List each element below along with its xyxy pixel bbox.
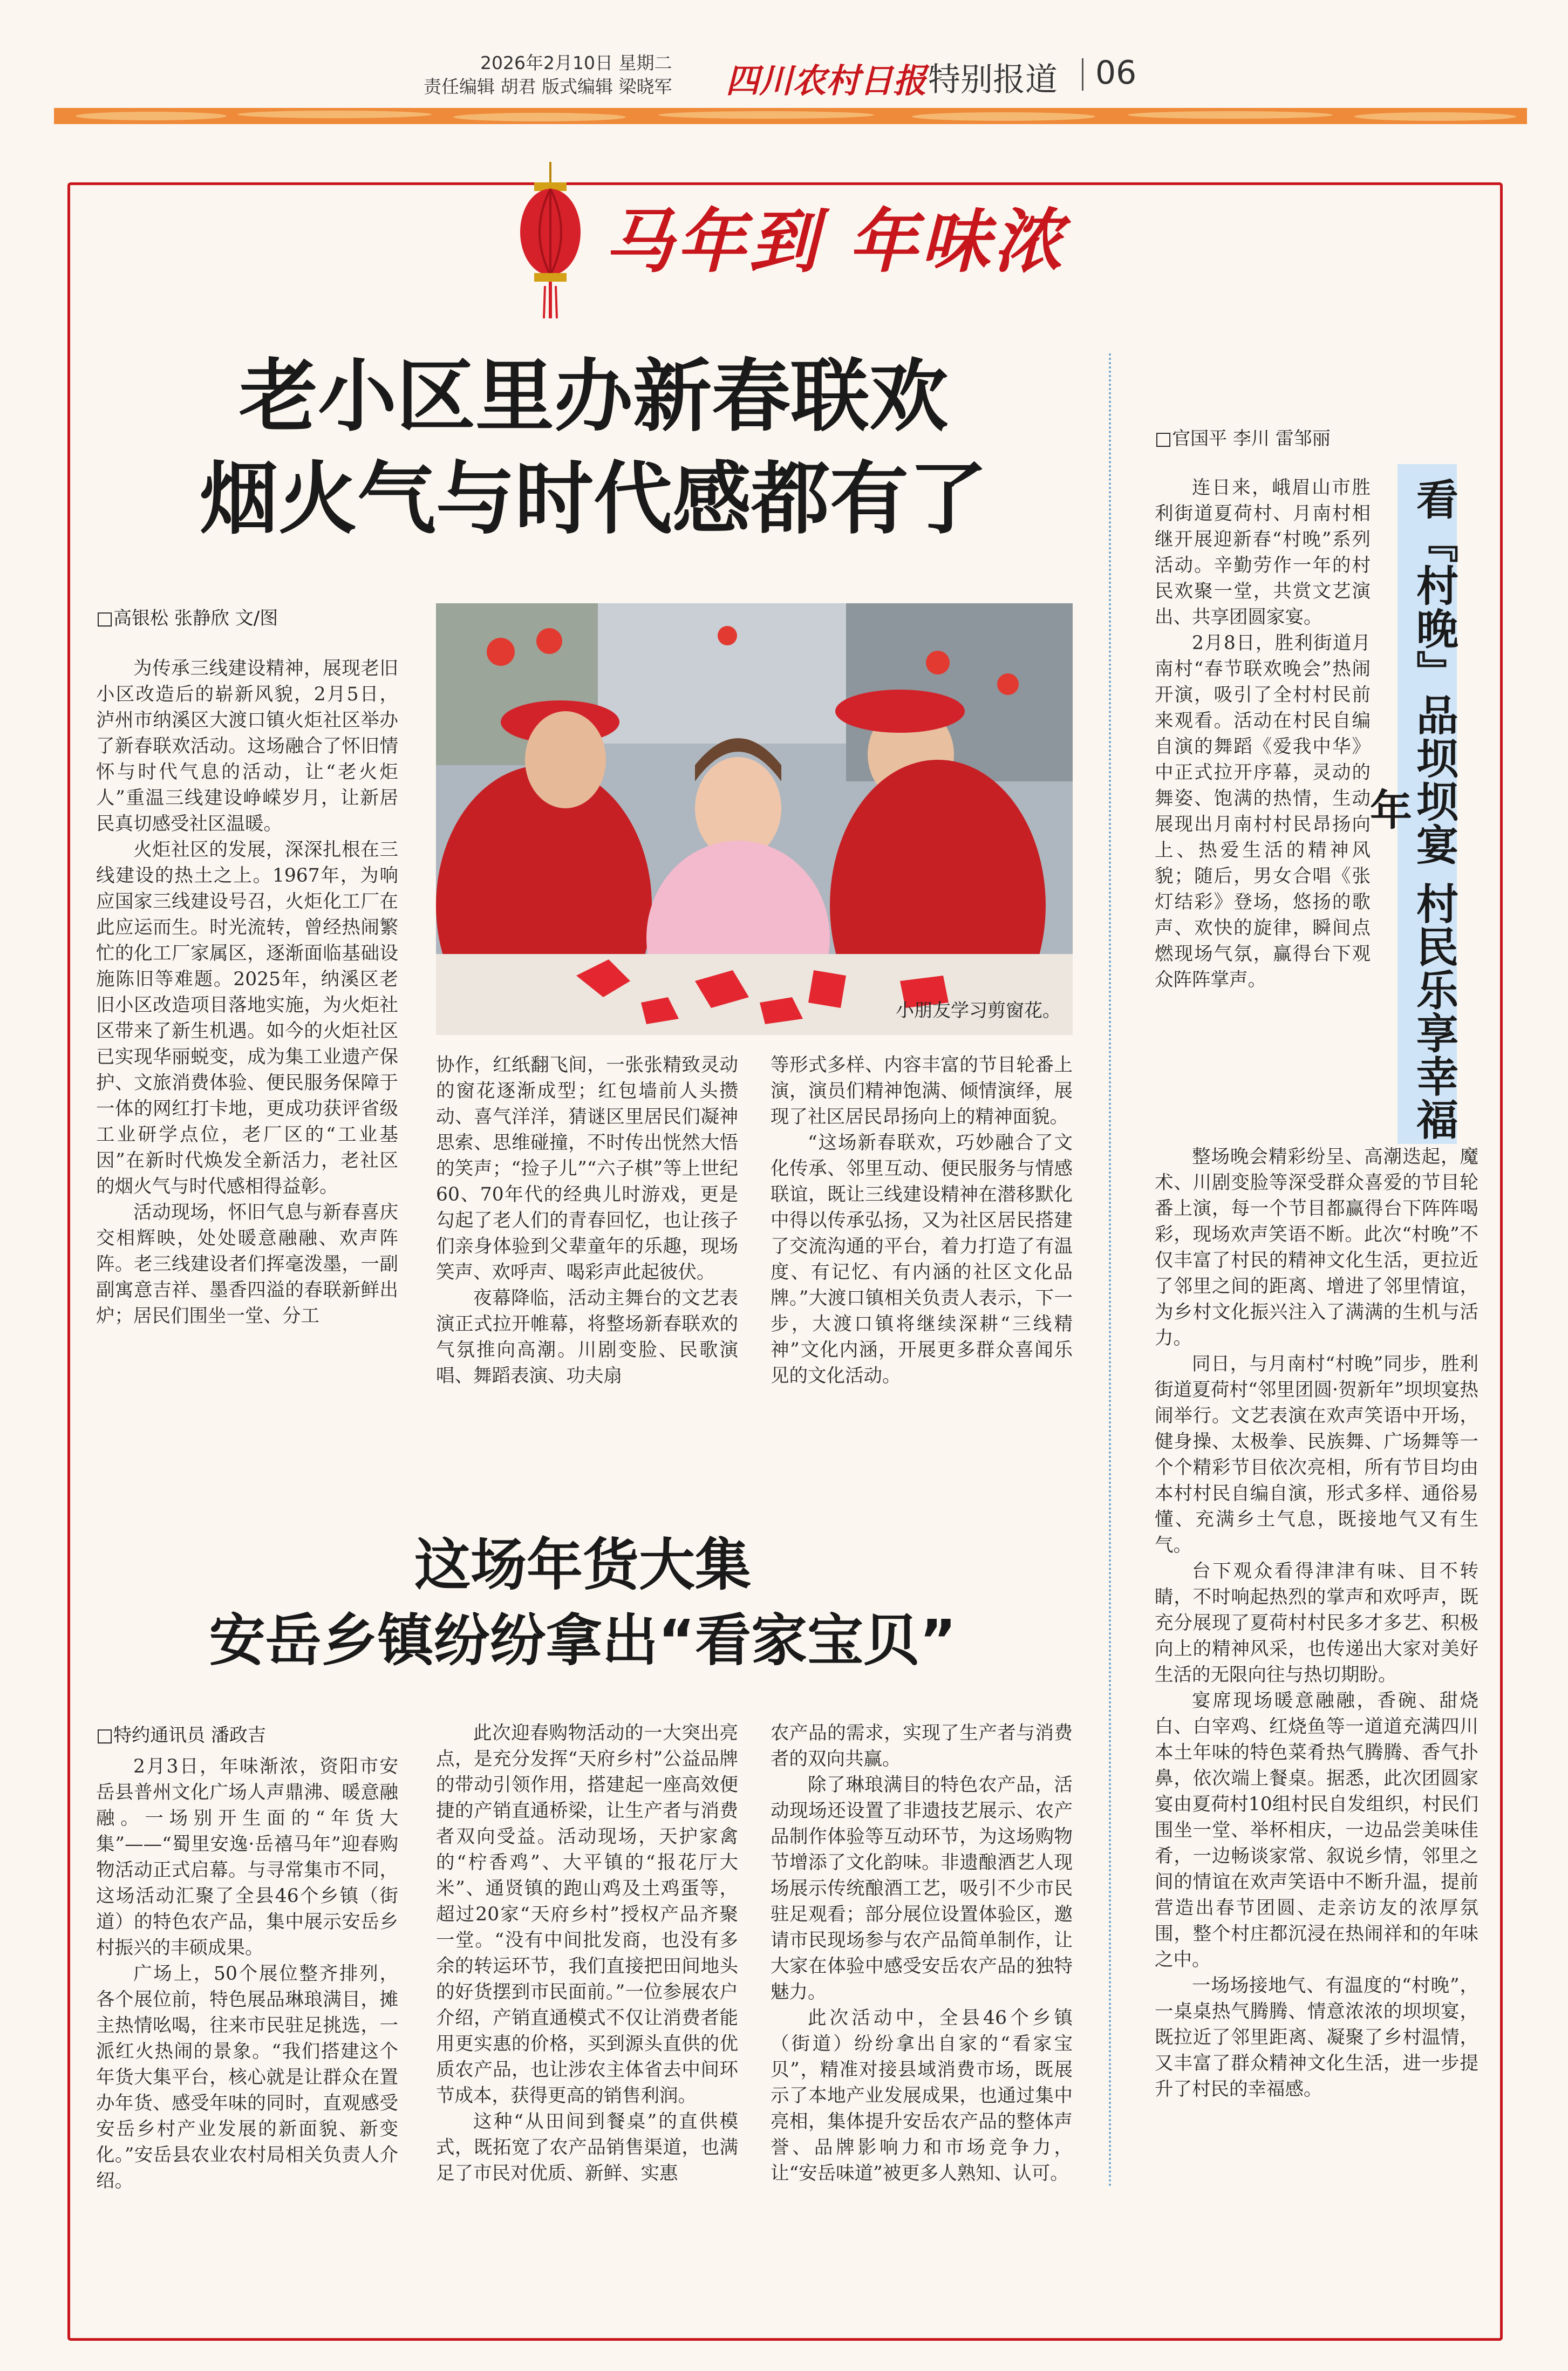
paragraph: 等形式多样、内容丰富的节目轮番上演，演员们精神饱满、倾情演绎，展现了社区居民昂扬向上的精神面貌。 bbox=[771, 1054, 1073, 1128]
decorative-band bbox=[54, 108, 1527, 124]
paragraph: 此次活动中，全县46个乡镇（街道）纷纷拿出自家的“看家宝贝”，精准对接县域消费市场，既展示了本地产业发展成果，也通过集中亮相，集体提升安岳农产品的整体声誉、品牌影响力和市场竞争力，让“安岳味道”被更多人熟知、认可。 bbox=[771, 2007, 1073, 2184]
paragraph: 同日，与月南村“村晚”同步，胜利街道夏荷村“邻里团圆·贺新年”坝坝宴热闹举行。文艺表演在欢声笑语中开场，健身操、太极拳、民族舞、广场舞等一个个精彩节目依次亮相，所有节目均由本村村民自编自演，形式多样、通俗易懂、充满乡土气息，既接地气又有生气。 bbox=[1155, 1353, 1478, 1556]
paragraph: 协作，红纸翻飞间，一张张精致灵动的窗花逐渐成型；红包墙前人头攒动、喜气洋洋，猜谜区里居民们凝神思索、思维碰撞，不时传出恍然大悟的笑声；“捡子儿”“六子棋”等上世纪60、70年代的经典儿时游戏，更是勾起了老人们的青春回忆，也让孩子们亲身体验到父辈童年的乐趣，现场笑声、欢呼声、喝彩声此起彼伏。 bbox=[436, 1054, 738, 1283]
paragraph: 连日来，峨眉山市胜利街道夏荷村、月南村相继开展迎新春“村晚”系列活动。辛勤劳作一年的村民欢聚一堂，共赏文艺演出、共享团圆家宴。 bbox=[1155, 477, 1371, 628]
story2-column-2 bbox=[436, 1720, 738, 2320]
masthead bbox=[0, 0, 1568, 103]
story3-column-top bbox=[1155, 475, 1371, 1166]
story3-byline: □官国平 李川 雷邹丽 bbox=[1155, 428, 1331, 449]
story3-headline: 看『村晚』品坝坝宴 村民乐享幸福年 bbox=[1363, 478, 1458, 1141]
story2-headline-line2: 安岳乡镇纷纷拿出“看家宝贝” bbox=[209, 1607, 957, 1673]
story1-photo bbox=[436, 603, 1073, 1035]
paper-cutting-photo-illustration bbox=[436, 603, 1073, 1035]
editors-line: 责任编辑 胡君 版式编辑 梁晓军 bbox=[424, 76, 672, 97]
paragraph: 火炬社区的发展，深深扎根在三线建设的热土之上。1967年，为响应国家三线建设号召，火炬化工厂在此应运而生。时光流转，曾经热闹繁忙的化工厂家属区，逐渐面临基础设施陈旧等难题。2025年，纳溪区老旧小区改造项目落地实施，为火炬社区带来了新生机遇。如今的火炬社区已实现华丽蜕变，成为集工业遗产保护、文旅消费体验、便民服务保障于一体的网红打卡地，更成功获评省级工业研学点位，老厂区的“工业基因”在新时代焕发全新活力，老社区的烟火气与时代感相得益彰。 bbox=[96, 839, 398, 1197]
paragraph: 2月8日，胜利街道月南村“春节联欢晚会”热闹开演，吸引了全村村民前来观看。活动在村民自编自演的舞蹈《爱我中华》中正式拉开序幕，灵动的舞姿、饱满的热情，生动展现出月南村村民昂扬向上、热爱生活的精神风貌；随后，男女合唱《张灯结彩》登场，悠扬的歌声、欢快的旋律，瞬间点燃现场气氛，赢得台下观众阵阵掌声。 bbox=[1155, 632, 1371, 991]
paragraph: 此次迎春购物活动的一大突出亮点，是充分发挥“天府乡村”公益品牌的带动引领作用，搭建起一座高效便捷的产销直通桥梁，让生产者与消费者双向受益。活动现场，天护家禽的“柠香鸡”、大平镇的“报花厅大米”、通贤镇的跑山鸡及土鸡蛋等，超过20家“天府乡村”授权产品齐聚一堂。“没有中间批发商，也没有多余的转运环节，我们直接把田间地头的好货摆到市民面前。”一位参展农户介绍，产销直通模式不仅让消费者能用更实惠的价格，买到源头直供的优质农产品，也让涉农主体省去中间环节成本，获得更高的销售利润。 bbox=[436, 1722, 738, 2107]
story2-column-3 bbox=[771, 1720, 1073, 2320]
banner-title: 马年到 年味浓 bbox=[604, 201, 1066, 282]
paragraph: 台下观众看得津津有味、目不转睛，不时响起热烈的掌声和欢呼声，既充分展现了夏荷村村民多才多艺、积极向上的精神风采，也传递出大家对美好生活的无限向往与热切期盼。 bbox=[1155, 1561, 1478, 1686]
story1-column-3 bbox=[771, 1052, 1073, 1487]
issue-date: 2026年2月10日 星期二 bbox=[480, 52, 672, 73]
story1-byline: □高银松 张静欣 文/图 bbox=[96, 608, 278, 629]
paragraph: 一场场接地气、有温度的“村晚”，一桌桌热气腾腾、情意浓浓的坝坝宴，既拉近了邻里距离、凝聚了乡村温情，又丰富了群众精神文化生活，进一步提升了村民的幸福感。 bbox=[1155, 1975, 1478, 2100]
paragraph: “这场新春联欢，巧妙融合了文化传承、邻里互动、便民服务与情感联谊，既让三线建设精神在潜移默化中得以传承弘扬，又为社区居民搭建了交流沟通的平台，着力打造了有温度、有记忆、有内涵的社区文化品牌。”大渡口镇相关负责人表示，下一步，大渡口镇将继续深耕“三线精神”文化内涵，开展更多群众喜闻乐见的文化活动。 bbox=[771, 1132, 1073, 1387]
column-divider bbox=[1109, 353, 1111, 2188]
newspaper-logo: 四川农村日报 bbox=[726, 61, 927, 100]
story2-byline: □特约通讯员 潘政吉 bbox=[96, 1725, 266, 1746]
paragraph: 这种“从田间到餐桌”的直供模式，既拓宽了农产品销售渠道，也满足了市民对优质、新鲜、实惠 bbox=[436, 2111, 738, 2184]
paragraph: 除了琳琅满目的特色农产品，活动现场还设置了非遗技艺展示、农产品制作体验等互动环节，为这场购物节增添了文化韵味。非遗酿酒艺人现场展示传统酿酒工艺，吸引不少市民驻足观看；部分展位设置体验区，邀请市民现场参与农产品简单制作，让大家在体验中感受安岳农产品的独特魅力。 bbox=[771, 1774, 1073, 2003]
photo-caption: 小朋友学习剪窗花。 bbox=[896, 1000, 1061, 1021]
story2-headline-line1: 这场年货大集 bbox=[414, 1532, 751, 1598]
paragraph: 2月3日，年味渐浓，资阳市安岳县普州文化广场人声鼎沸、暖意融融。一场别开生面的“年货大集”——“蜀里安逸·岳禧马年”迎春购物活动正式启幕。与寻常集市不同，这场活动汇聚了全县46个乡镇（街道）的特色农产品，集中展示安岳乡村振兴的丰硕成果。 bbox=[96, 1756, 398, 1959]
story1-headline-line2: 烟火气与时代感都有了 bbox=[200, 453, 987, 545]
paragraph: 宴席现场暖意融融，香碗、甜烧白、白宰鸡、红烧鱼等一道道充满四川本土年味的特色菜肴热气腾腾、香气扑鼻，依次端上餐桌。据悉，此次团圆家宴由夏荷村10组村民自发组织，村民们围坐一堂、举杯相庆，一边品尝美味佳肴，一边畅谈家常、叙说乡情，邻里之间的情谊在欢声笑语中不断升温，提前营造出春节团圆、走亲访友的浓厚氛围，整个村庄都沉浸在热闹祥和的年味之中。 bbox=[1155, 1690, 1478, 1971]
lantern-icon bbox=[518, 162, 583, 324]
story1-headline-line1: 老小区里办新春联欢 bbox=[239, 351, 948, 442]
story3-column-bottom bbox=[1155, 1144, 1478, 2320]
story1-headline bbox=[97, 345, 1090, 550]
paragraph: 整场晚会精彩纷呈、高潮迭起，魔术、川剧变脸等深受群众喜爱的节目轮番上演，每一个节目都赢得台下阵阵喝彩，现场欢声笑语不断。此次“村晚”不仅丰富了村民的精神文化生活，更拉近了邻里之间的距离、增进了邻里情谊，为乡村文化振兴注入了满满的生机与活力。 bbox=[1155, 1146, 1478, 1349]
paragraph: 农产品的需求，实现了生产者与消费者的双向共赢。 bbox=[771, 1722, 1073, 1770]
story3-headline-box bbox=[1363, 464, 1458, 1144]
paragraph: 广场上，50个展位整齐排列，各个展位前，特色展品琳琅满目，摊主热情吆喝，往来市民驻足挑选，一派红火热闹的景象。“我们搭建这个年货大集平台，核心就是让群众在置办年货、感受年味的同时，直观感受安岳乡村产业发展的新面貌、新变化。”安岳县农业农村局相关负责人介绍。 bbox=[96, 1963, 398, 2192]
story1-column-2 bbox=[436, 1052, 738, 1487]
page-number: 06 bbox=[1095, 54, 1137, 92]
paragraph: 活动现场，怀旧气息与新春喜庆交相辉映，处处暖意融融、欢声阵阵。老三线建设者们挥毫泼墨，一副副寓意吉祥、墨香四溢的春联新鲜出炉；居民们围坐一堂、分工 bbox=[96, 1202, 398, 1327]
story1-column-1 bbox=[96, 656, 398, 1487]
story2-column-1 bbox=[96, 1754, 398, 2320]
paragraph: 为传承三线建设精神，展现老旧小区改造后的崭新风貌，2月5日，泸州市纳溪区大渡口镇火炬社区举办了新春联欢活动。这场融合了怀旧情怀与时代气息的活动，让“老火炬人”重温三线建设峥嵘岁月，让新居民真切感受社区温暖。 bbox=[96, 658, 398, 835]
story2-headline bbox=[97, 1527, 1068, 1678]
masthead-divider bbox=[1082, 58, 1083, 91]
paragraph: 夜幕降临，活动主舞台的文艺表演正式拉开帷幕，将整场新春联欢的气氛推向高潮。川剧变脸、民歌演唱、舞蹈表演、功夫扇 bbox=[436, 1287, 738, 1387]
section-title: 特别报道 bbox=[928, 61, 1058, 99]
